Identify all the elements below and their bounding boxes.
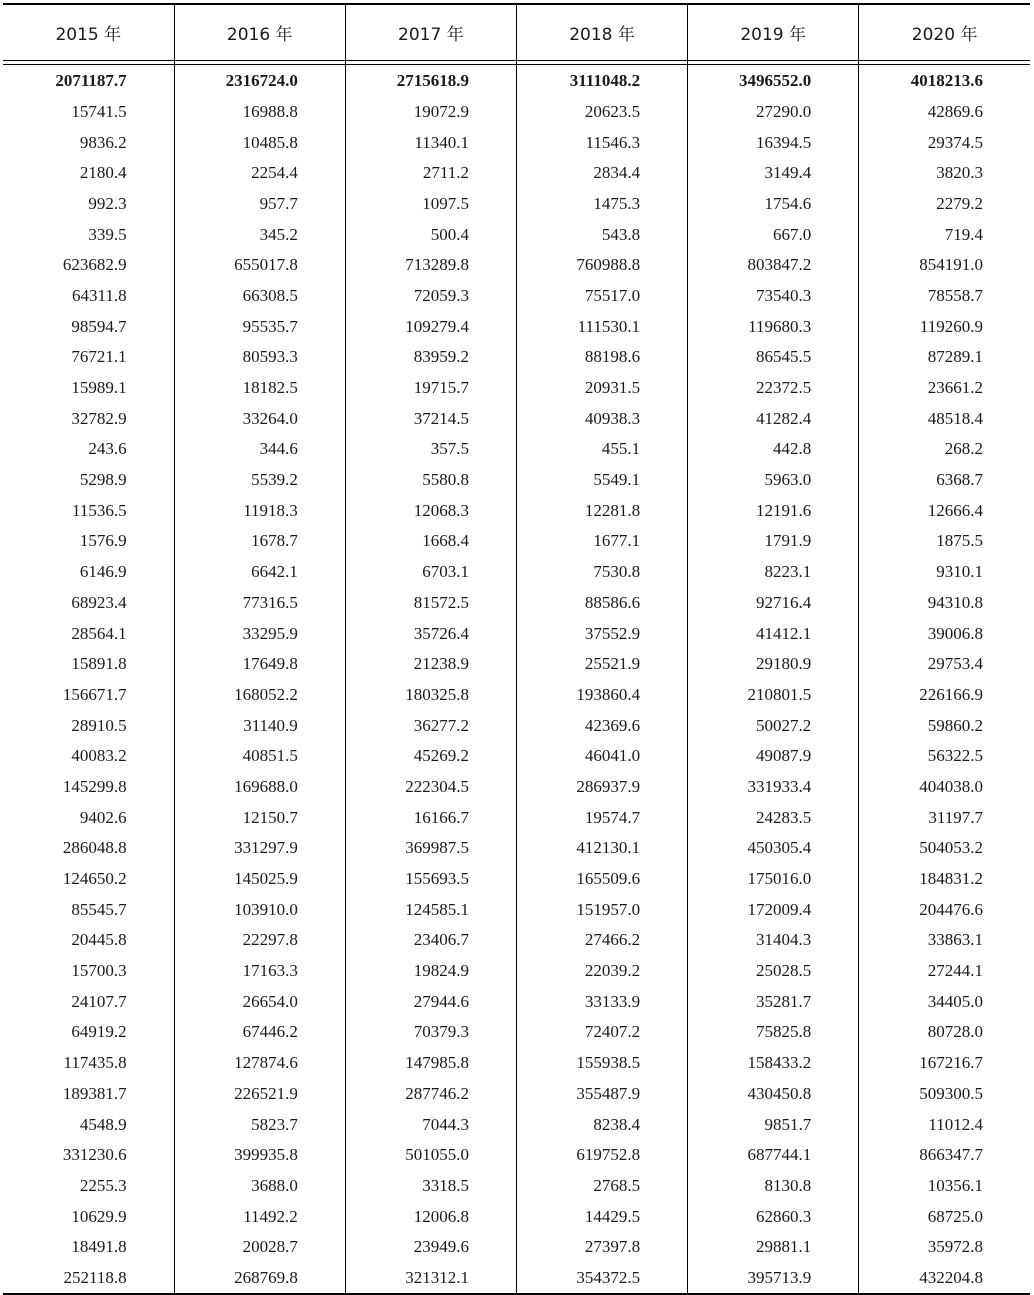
table-cell: 33295.9 [174,618,345,649]
table-cell: 124650.2 [62,869,127,889]
table-cell: 1754.6 [688,188,859,219]
table-cell: 103910.0 [174,894,345,925]
table-cell: 72407.2 [516,1017,687,1048]
table-row [3,618,1030,649]
table-cell: 29753.4 [859,648,1030,679]
table-cell: 35281.7 [688,986,859,1017]
table-cell: 145025.9 [174,863,345,894]
table-cell: 46041.0 [516,740,687,771]
table-cell: 37214.5 [345,403,516,434]
table-cell: 117435.8 [63,1053,127,1073]
table-cell: 687744.1 [688,1139,859,1170]
table-row [3,219,1030,250]
table-cell: 2316724.0 [174,65,345,97]
table-cell: 31140.9 [174,710,345,741]
table-cell: 12281.8 [516,495,687,526]
table-row [3,833,1030,864]
table-cell: 719.4 [859,219,1030,250]
table-body [3,65,1030,1294]
table-cell: 18182.5 [174,372,345,403]
table-cell: 19072.9 [345,96,516,127]
table-cell: 80593.3 [174,342,345,373]
table-cell: 24283.5 [688,802,859,833]
table-cell: 268.2 [859,434,1030,465]
table-cell: 29180.9 [688,648,859,679]
table-cell: 31404.3 [688,925,859,956]
table-row [3,894,1030,925]
table-row [3,157,1030,188]
table-cell: 399935.8 [174,1139,345,1170]
table-cell: 23406.7 [345,925,516,956]
table-row [3,342,1030,373]
table-cell: 866347.7 [859,1139,1030,1170]
table-row [3,740,1030,771]
table-row [3,863,1030,894]
table-cell: 6642.1 [174,556,345,587]
table-row [3,434,1030,465]
table-cell: 12666.4 [859,495,1030,526]
table-cell: 64919.2 [71,1022,127,1042]
table-row [3,403,1030,434]
table-row [3,679,1030,710]
table-cell: 509300.5 [859,1078,1030,1109]
table-cell: 4548.9 [79,1114,127,1134]
table-cell: 8223.1 [688,556,859,587]
table-cell: 155693.5 [345,863,516,894]
table-cell: 9851.7 [688,1109,859,1140]
table-cell: 147985.8 [345,1047,516,1078]
table-row [3,1047,1030,1078]
table-cell: 2180.4 [79,163,127,183]
table-cell: 42369.6 [516,710,687,741]
table-cell: 20931.5 [516,372,687,403]
table-cell: 1576.9 [79,531,127,551]
table-cell: 41282.4 [688,403,859,434]
table-cell: 29374.5 [859,127,1030,158]
table-row [3,1109,1030,1140]
table-cell: 404038.0 [859,771,1030,802]
table-cell: 23949.6 [345,1231,516,1262]
table-cell: 41412.1 [688,618,859,649]
table-cell: 75517.0 [516,280,687,311]
table-cell: 80728.0 [859,1017,1030,1048]
table-cell: 2255.3 [79,1175,127,1195]
table-cell: 667.0 [688,219,859,250]
table-cell: 10356.1 [859,1170,1030,1201]
table-cell: 155938.5 [516,1047,687,1078]
column-header: 2018 年 [516,4,687,61]
table-cell: 4018213.6 [859,65,1030,97]
table-cell: 98594.7 [71,316,127,336]
table-cell: 11536.5 [72,500,127,520]
table-row [3,925,1030,956]
table-cell: 9310.1 [859,556,1030,587]
table-cell: 2254.4 [174,157,345,188]
table-row [3,1201,1030,1232]
table-cell: 623682.9 [62,255,127,275]
table-cell: 33863.1 [859,925,1030,956]
table-cell: 210801.5 [688,679,859,710]
table-cell: 331297.9 [174,833,345,864]
table-row [3,188,1030,219]
table-cell: 67446.2 [174,1017,345,1048]
table-cell: 992.3 [88,193,127,213]
table-row [3,1017,1030,1048]
table-cell: 5549.1 [516,464,687,495]
table-cell: 7530.8 [516,556,687,587]
table-row [3,65,1030,97]
table-cell: 175016.0 [688,863,859,894]
table-cell: 450305.4 [688,833,859,864]
table-cell: 957.7 [174,188,345,219]
table-cell: 504053.2 [859,833,1030,864]
table-row [3,249,1030,280]
table-cell: 94310.8 [859,587,1030,618]
table-cell: 5539.2 [174,464,345,495]
table-cell: 27466.2 [516,925,687,956]
header-row [3,4,1030,61]
table-cell: 243.6 [88,439,127,459]
table-cell: 168052.2 [174,679,345,710]
table-row [3,556,1030,587]
table-cell: 87289.1 [859,342,1030,373]
table-cell: 119680.3 [688,311,859,342]
table-cell: 16166.7 [345,802,516,833]
table-cell: 86545.5 [688,342,859,373]
table-cell: 88586.6 [516,587,687,618]
table-cell: 189381.7 [62,1083,127,1103]
column-header: 2016 年 [174,4,345,61]
table-cell: 27290.0 [688,96,859,127]
table-cell: 226521.9 [174,1078,345,1109]
table-cell: 1875.5 [859,526,1030,557]
table-cell: 92716.4 [688,587,859,618]
table-cell: 127874.6 [174,1047,345,1078]
table-cell: 287746.2 [345,1078,516,1109]
table-cell: 64311.8 [72,285,127,305]
table-cell: 6368.7 [859,464,1030,495]
table-cell: 543.8 [516,219,687,250]
table-cell: 2711.2 [345,157,516,188]
table-cell: 3318.5 [345,1170,516,1201]
table-cell: 11546.3 [516,127,687,158]
table-cell: 26654.0 [174,986,345,1017]
table-cell: 619752.8 [516,1139,687,1170]
statistics-table [3,3,1030,1295]
table-cell: 83959.2 [345,342,516,373]
table-cell: 172009.4 [688,894,859,925]
table-cell: 70379.3 [345,1017,516,1048]
table-cell: 151957.0 [516,894,687,925]
table-cell: 432204.8 [859,1262,1030,1294]
table-cell: 3149.4 [688,157,859,188]
table-cell: 32782.9 [71,408,127,428]
table-row [3,710,1030,741]
table-cell: 35972.8 [859,1231,1030,1262]
table-cell: 2834.4 [516,157,687,188]
table-cell: 2715618.9 [345,65,516,97]
table-cell: 85545.7 [71,899,127,919]
table-cell: 20028.7 [174,1231,345,1262]
table-cell: 72059.3 [345,280,516,311]
table-cell: 1678.7 [174,526,345,557]
table-cell: 40851.5 [174,740,345,771]
table-row [3,96,1030,127]
table-cell: 14429.5 [516,1201,687,1232]
table-cell: 145299.8 [62,776,127,796]
table-cell: 226166.9 [859,679,1030,710]
table-cell: 68923.4 [71,592,127,612]
table-cell: 9836.2 [79,132,127,152]
table-cell: 119260.9 [859,311,1030,342]
table-cell: 59860.2 [859,710,1030,741]
table-cell: 20623.5 [516,96,687,127]
table-cell: 27944.6 [345,986,516,1017]
table-row [3,1170,1030,1201]
table-cell: 33133.9 [516,986,687,1017]
table-cell: 7044.3 [345,1109,516,1140]
table-cell: 42869.6 [859,96,1030,127]
table-cell: 1097.5 [345,188,516,219]
table-cell: 5823.7 [174,1109,345,1140]
column-header: 2017 年 [345,4,516,61]
table-cell: 45269.2 [345,740,516,771]
table-cell: 68725.0 [859,1201,1030,1232]
table-cell: 109279.4 [345,311,516,342]
table-cell: 17649.8 [174,648,345,679]
table-row [3,526,1030,557]
table-cell: 34405.0 [859,986,1030,1017]
table-cell: 50027.2 [688,710,859,741]
table-cell: 3496552.0 [688,65,859,97]
table-cell: 22372.5 [688,372,859,403]
table-cell: 713289.8 [345,249,516,280]
table-cell: 169688.0 [174,771,345,802]
table-cell: 355487.9 [516,1078,687,1109]
table-row [3,311,1030,342]
table-cell: 369987.5 [345,833,516,864]
table-cell: 20445.8 [71,930,127,950]
table-cell: 344.6 [174,434,345,465]
table-cell: 15891.8 [71,654,127,674]
table-cell: 88198.6 [516,342,687,373]
table-cell: 2279.2 [859,188,1030,219]
table-cell: 11918.3 [174,495,345,526]
table-cell: 500.4 [345,219,516,250]
table-cell: 17163.3 [174,955,345,986]
table-row [3,372,1030,403]
table-cell: 28910.5 [71,715,127,735]
table-cell: 22039.2 [516,955,687,986]
table-cell: 9402.6 [79,807,127,827]
table-cell: 501055.0 [345,1139,516,1170]
table-cell: 95535.7 [174,311,345,342]
table-cell: 430450.8 [688,1078,859,1109]
table-cell: 345.2 [174,219,345,250]
table-row [3,802,1030,833]
table-cell: 29881.1 [688,1231,859,1262]
table-cell: 16394.5 [688,127,859,158]
table-row [3,1231,1030,1262]
table-cell: 655017.8 [174,249,345,280]
table-cell: 5580.8 [345,464,516,495]
table-cell: 760988.8 [516,249,687,280]
table-cell: 15989.1 [71,378,127,398]
table-cell: 19574.7 [516,802,687,833]
table-cell: 16988.8 [174,96,345,127]
table-cell: 158433.2 [688,1047,859,1078]
table-cell: 1475.3 [516,188,687,219]
table-row [3,1078,1030,1109]
table-cell: 24107.7 [71,991,127,1011]
table-cell: 3111048.2 [516,65,687,97]
table-cell: 11340.1 [345,127,516,158]
table-cell: 5298.9 [79,470,127,490]
table-cell: 252118.8 [3,1262,174,1294]
table-cell: 15700.3 [71,961,127,981]
table-row [3,127,1030,158]
table-row [3,464,1030,495]
table-cell: 442.8 [688,434,859,465]
table-cell: 27244.1 [859,955,1030,986]
column-header: 2019 年 [688,4,859,61]
table-cell: 19715.7 [345,372,516,403]
table-row [3,1262,1030,1294]
table-cell: 286048.8 [62,838,127,858]
table-cell: 8130.8 [688,1170,859,1201]
table-cell: 31197.7 [859,802,1030,833]
table-cell: 25028.5 [688,955,859,986]
table-cell: 5963.0 [688,464,859,495]
table-cell: 48518.4 [859,403,1030,434]
table-cell: 78558.7 [859,280,1030,311]
table-cell: 339.5 [88,224,127,244]
table-cell: 412130.1 [516,833,687,864]
table-cell: 77316.5 [174,587,345,618]
table-cell: 23661.2 [859,372,1030,403]
table-cell: 11492.2 [174,1201,345,1232]
table-cell: 56322.5 [859,740,1030,771]
table-cell: 2768.5 [516,1170,687,1201]
table-cell: 12068.3 [345,495,516,526]
table-cell: 222304.5 [345,771,516,802]
table-header [3,4,1030,65]
table-cell: 331230.6 [62,1145,127,1165]
table-cell: 1668.4 [345,526,516,557]
table-row [3,648,1030,679]
table-cell: 81572.5 [345,587,516,618]
table-cell: 2071187.7 [55,71,127,90]
table-cell: 21238.9 [345,648,516,679]
table-cell: 25521.9 [516,648,687,679]
table-cell: 6703.1 [345,556,516,587]
column-header: 2015 年 [3,4,174,61]
table-cell: 1677.1 [516,526,687,557]
table-cell: 10629.9 [71,1206,127,1226]
table-cell: 854191.0 [859,249,1030,280]
table-cell: 19824.9 [345,955,516,986]
column-header: 2020 年 [859,4,1030,61]
table-cell: 22297.8 [174,925,345,956]
table-cell: 11012.4 [859,1109,1030,1140]
table-row [3,587,1030,618]
table-cell: 124585.1 [345,894,516,925]
table-cell: 36277.2 [345,710,516,741]
table-row [3,771,1030,802]
table-cell: 286937.9 [516,771,687,802]
table-cell: 35726.4 [345,618,516,649]
table-cell: 184831.2 [859,863,1030,894]
table-cell: 27397.8 [516,1231,687,1262]
table-cell: 321312.1 [345,1262,516,1294]
table-row [3,280,1030,311]
table-cell: 40938.3 [516,403,687,434]
table-cell: 12150.7 [174,802,345,833]
table-cell: 40083.2 [71,746,127,766]
table-cell: 49087.9 [688,740,859,771]
table-cell: 3688.0 [174,1170,345,1201]
table-cell: 33264.0 [174,403,345,434]
table-cell: 6146.9 [79,562,127,582]
table-cell: 268769.8 [174,1262,345,1294]
table-cell: 15741.5 [71,101,127,121]
table-cell: 167216.7 [859,1047,1030,1078]
table-cell: 12006.8 [345,1201,516,1232]
table-row [3,1139,1030,1170]
table-cell: 62860.3 [688,1201,859,1232]
table-cell: 455.1 [516,434,687,465]
table-cell: 331933.4 [688,771,859,802]
table-cell: 354372.5 [516,1262,687,1294]
table-cell: 18491.8 [71,1237,127,1257]
table-cell: 75825.8 [688,1017,859,1048]
table-row [3,986,1030,1017]
table-cell: 73540.3 [688,280,859,311]
table-cell: 28564.1 [71,623,127,643]
table-cell: 1791.9 [688,526,859,557]
table-cell: 12191.6 [688,495,859,526]
table-cell: 803847.2 [688,249,859,280]
table-cell: 156671.7 [62,684,127,704]
table-cell: 395713.9 [688,1262,859,1294]
table-row [3,955,1030,986]
table-cell: 39006.8 [859,618,1030,649]
table-cell: 66308.5 [174,280,345,311]
table-cell: 357.5 [345,434,516,465]
table-cell: 180325.8 [345,679,516,710]
table-cell: 37552.9 [516,618,687,649]
table-cell: 76721.1 [71,347,127,367]
table-cell: 193860.4 [516,679,687,710]
table-cell: 3820.3 [859,157,1030,188]
table-cell: 8238.4 [516,1109,687,1140]
table-row [3,495,1030,526]
table-cell: 111530.1 [516,311,687,342]
table-cell: 165509.6 [516,863,687,894]
table-cell: 10485.8 [174,127,345,158]
table-cell: 204476.6 [859,894,1030,925]
